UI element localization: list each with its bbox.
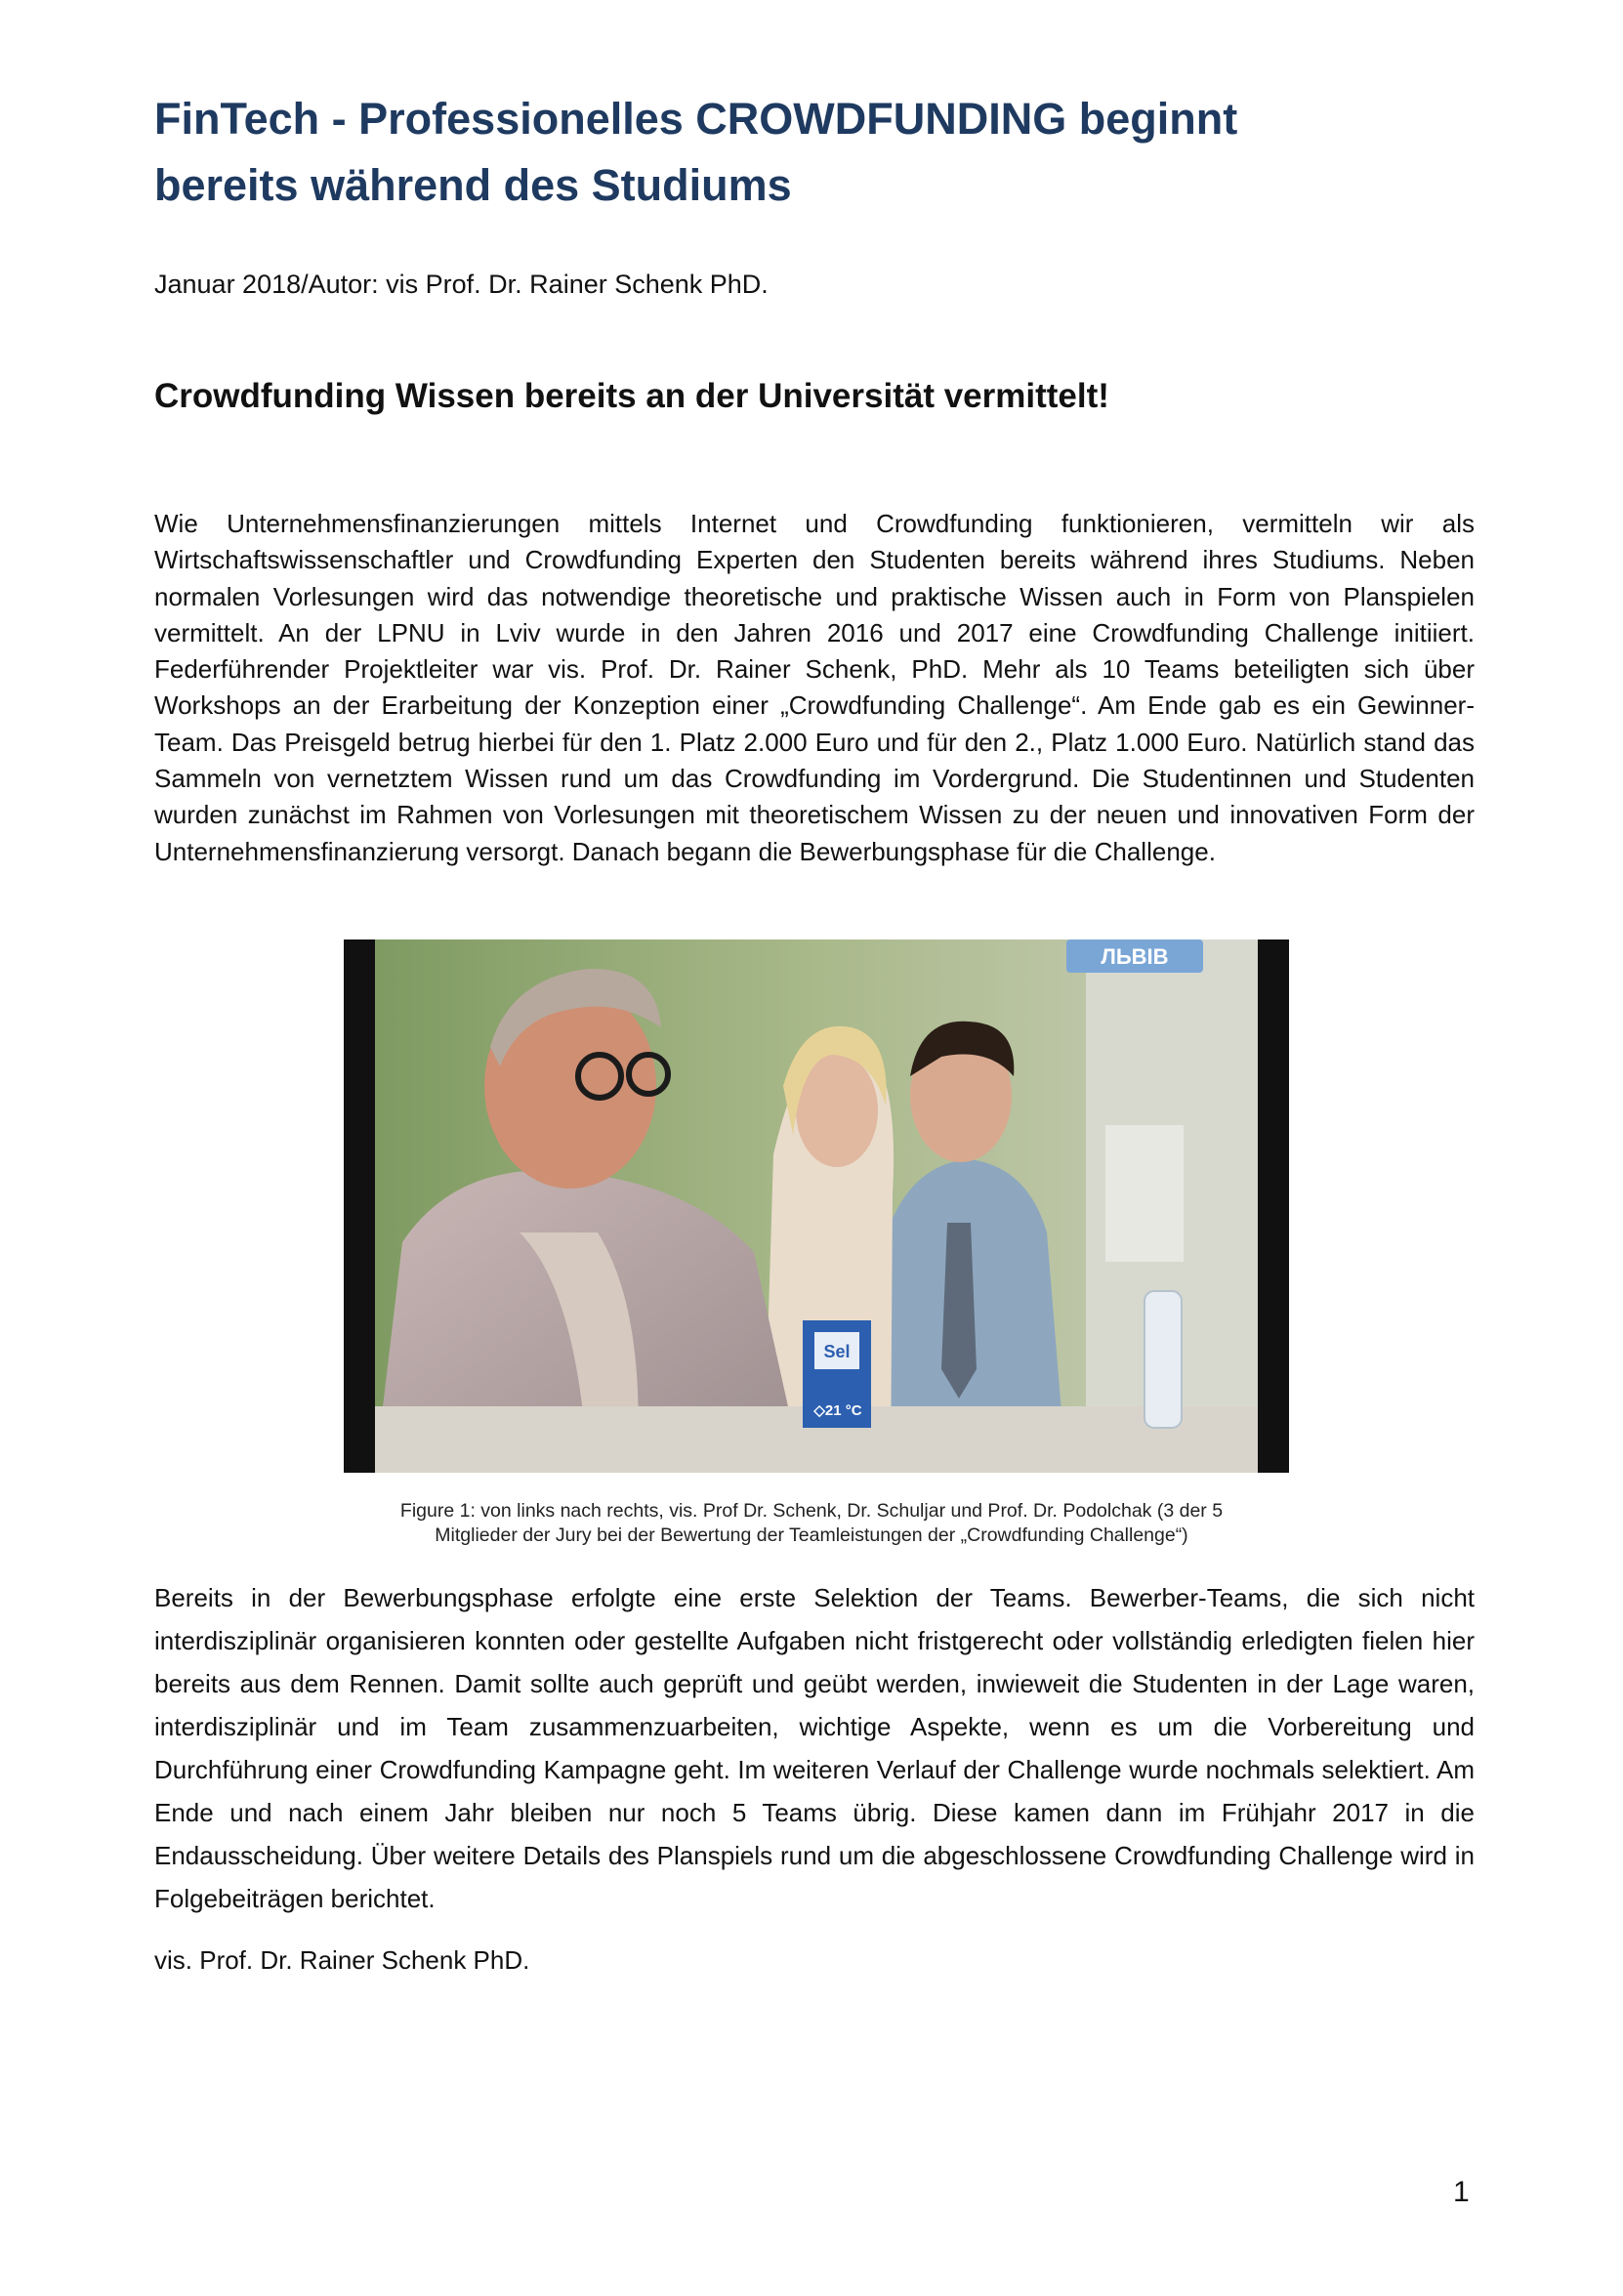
article-title-line-1: FinTech - Professionelles CROWDFUNDING beginnt [154, 94, 1238, 144]
paragraph-selection: Bereits in der Bewerbungsphase erfolgte eine erste Selektion der Teams. Bewerber-Teams, die sich nicht interdisziplinär organisieren konnten oder gestellte Aufgaben nicht fristgerecht oder vollständig erledigten fielen hier bereits aus dem Rennen. Damit sollte auch geprüft und geübt werden, inwieweit die Studenten in der Lage waren, interdisziplinär und im Team zusammenzuarbeiten, wichtige Aspekte, wenn es um die Vorbereitung und Durchführung einer Crowdfunding Kampagne geht. Im weiteren Verlauf der Challenge wurde nochmals selektiert. Am Ende und nach einem Jahr bleiben nur noch 5 Teams übrig. Diese kamen dann im Frühjahr 2017 in die Endausscheidung. Über weitere Details des Planspiels rund um die abgeschlossene Crowdfunding Challenge wird in Folgebeiträgen berichtet. [154, 1583, 1475, 1913]
photo-illustration [344, 939, 1289, 1473]
radiator [1105, 1125, 1184, 1262]
figure-caption-line-2: Mitglieder der Jury bei der Bewertung der Teamleistungen der „Crowdfunding Challenge“) [435, 1524, 1188, 1546]
article-meta: Januar 2018/Autor: vis Prof. Dr. Rainer Schenk PhD. [154, 270, 769, 299]
water-bottle [1144, 1291, 1182, 1428]
screen-logo-text: ЛЬВІВ [1101, 944, 1169, 969]
figure-caption [252, 1499, 1371, 1548]
page-number: 1 [1453, 2176, 1470, 2208]
article-title [154, 86, 1482, 219]
right-man-tie [941, 1223, 977, 1398]
article-title-line-2: bereits während des Studiums [154, 160, 792, 210]
carton-temp-text: ◇21 °C [813, 1402, 862, 1419]
carton-brand-text: Sel [823, 1342, 851, 1361]
figure-caption-line-1: Figure 1: von links nach rechts, vis. Prof Dr. Schenk, Dr. Schuljar und Prof. Dr. Podolchak (3 der 5 [399, 1500, 1224, 1522]
paragraph-intro: Wie Unternehmensfinanzierungen mittels Internet und Crowdfunding funktionieren, vermitteln wir als Wirtschaftswissenschaftler und Crowdfunding Experten den Studenten bereits während ihres Studiums. Neben normalen Vorlesungen wird das notwendige theoretische und praktische Wissen auch in Form von Planspielen vermittelt. An der LPNU in Lviv wurde in den Jahren 2016 und 2017 eine Crowdfunding Challenge initiiert. Federführender Projektleiter war vis. Prof. Dr. Rainer Schenk, PhD. Mehr als 10 Teams beteiligten sich über Workshops an der Erarbeitung der Konzeption einer „Crowdfunding Challenge“. Am Ende gab es ein Gewinner-Team. Das Preisgeld betrug hierbei für den 1. Platz 2.000 Euro und für den 2., Platz 1.000 Euro. Natürlich stand das Sammeln von vernetztem Wissen rund um das Crowdfunding im Vordergrund. Die Studentinnen und Studenten wurden zunächst im Rahmen von Vorlesungen mit theoretischem Wissen zu der neuen und innovativen Form der Unternehmensfinanzierung versorgt. Danach begann die Bewerbungsphase für die Challenge. [154, 509, 1475, 866]
article-subtitle: Crowdfunding Wissen bereits an der Universität vermittelt! [154, 377, 1109, 415]
signature: vis. Prof. Dr. Rainer Schenk PhD. [154, 1945, 530, 1975]
figure-photo [344, 939, 1289, 1473]
